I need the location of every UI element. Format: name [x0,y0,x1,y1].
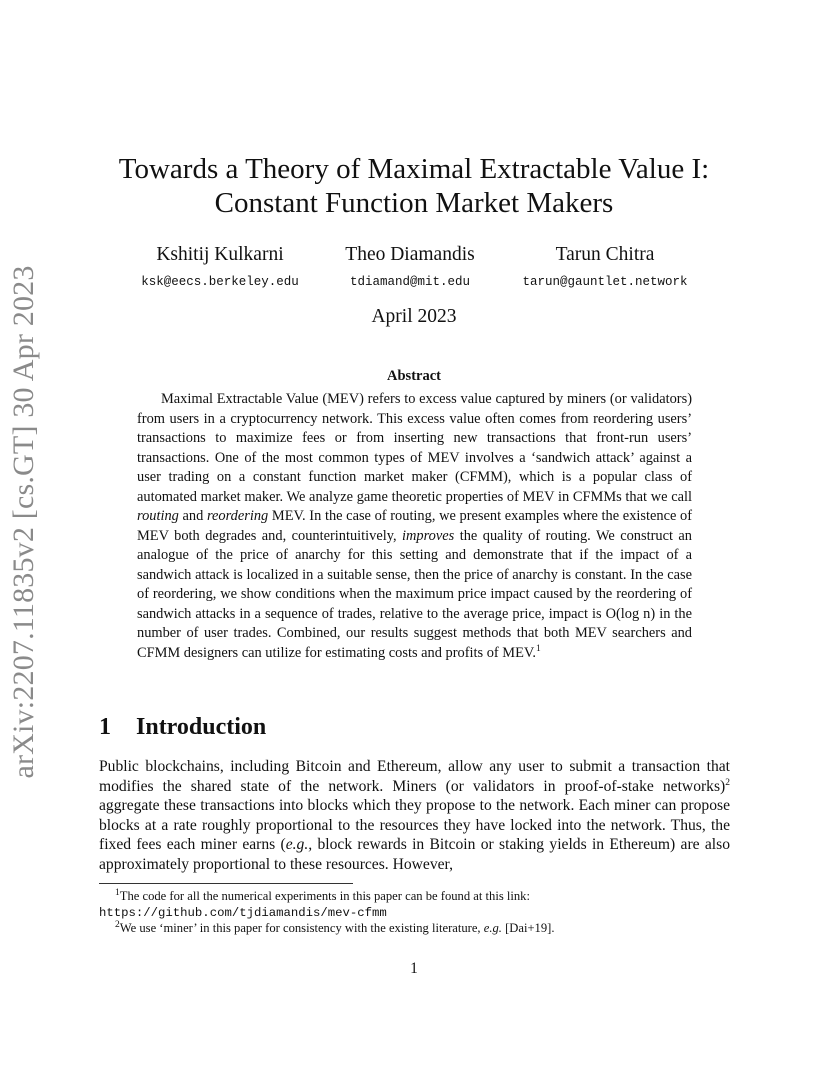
author-email[interactable]: tdiamand@mit.edu [349,275,471,289]
intro-paragraph: Public blockchains, including Bitcoin and Ethereum, allow any user to submit a transaction that modifies the shared state of the network. Miners (or validators in proof-of-stake networks)$^2$ aggregate these transactions into blocks which they propose to the network. Each miner can propose blocks at a rate roughly proportional to the resources they have locked into the network. Thus, the fixed fees each miner earns (e.g., block rewards in Bitcoin or staking yields in Ethereum) are also approximately proportional to these resources. However, [99,758,730,873]
author-name: Kshitij Kulkarni [156,244,284,265]
author-2 [310,243,510,291]
code-link[interactable]: https://github.com/tjdiamandis/mev-cfmm [99,906,387,920]
author-email[interactable]: tarun@gauntlet.network [522,275,688,289]
author-1 [120,243,320,291]
author-name: Theo Diamandis [345,244,475,265]
big-o-math: O(log n) [605,605,656,622]
footnote-2: $^2$We use ‘miner’ in this paper for consistency with the existing literature, e.g. [Dai+19]. [115,919,555,935]
section-heading [99,714,266,741]
footnote-ref-2[interactable]: 2 [725,777,730,788]
abstract-heading: Abstract [387,368,441,384]
section-number: 1 [99,714,111,740]
footnote-ref-1[interactable]: 1 [536,643,541,654]
paper-title [100,152,728,220]
abstract-text: Maximal Extractable Value (MEV) refers to excess value captured by miners (or validators) from users in a cryptocurrency network. This excess value often comes from reordering users’ transactions to maximize fees or from inserting new transactions that front-run users’ transactions. One of the most common types of MEV involves a ‘sandwich attack’ against a user trading on a constant function market maker (CFMM), which is a popular class of automated market maker. We analyze game theoretic properties of MEV in CFMMs that we call routing and reordering MEV. In the case of routing, we present examples where the existence of MEV both degrades and, counterintuitively, improves the quality of routing. We construct an analogue of the price of anarchy for this setting and demonstrate that if the impact of a sandwich attack is localized in a suitable sense, then the price of anarchy is constant. In the case of reordering, we show conditions when the maximum price impact caused by the reordering of sandwich attacks in a sequence of trades, relative to the average price, impact is O(log n) in the number of user trades. Combined, our results suggest methods that both MEV searchers and CFMM designers can utilize for estimating costs and profits of MEV.$^1$ [137,391,692,661]
arxiv-stamp [2,265,46,779]
footnote-divider [99,883,353,884]
footnote-1: $^1$The code for all the numerical experiments in this paper can be found at this link: https://github.com/tjdiamandis/mev-cfmm [99,887,530,920]
author-3 [500,243,710,291]
title-line-1: Towards a Theory of Maximal Extractable Value I: [118,153,710,185]
arxiv-stamp-text: arXiv:2207.11835v2 [cs.GT] 30 Apr 2023 [7,265,40,779]
publication-date: April 2023 [371,306,457,327]
section-title: Introduction [136,714,267,740]
author-email[interactable]: ksk@eecs.berkeley.edu [141,275,299,289]
page-number: 1 [410,960,418,977]
author-name: Tarun Chitra [555,244,655,265]
title-line-2: Constant Function Market Makers [214,187,614,219]
